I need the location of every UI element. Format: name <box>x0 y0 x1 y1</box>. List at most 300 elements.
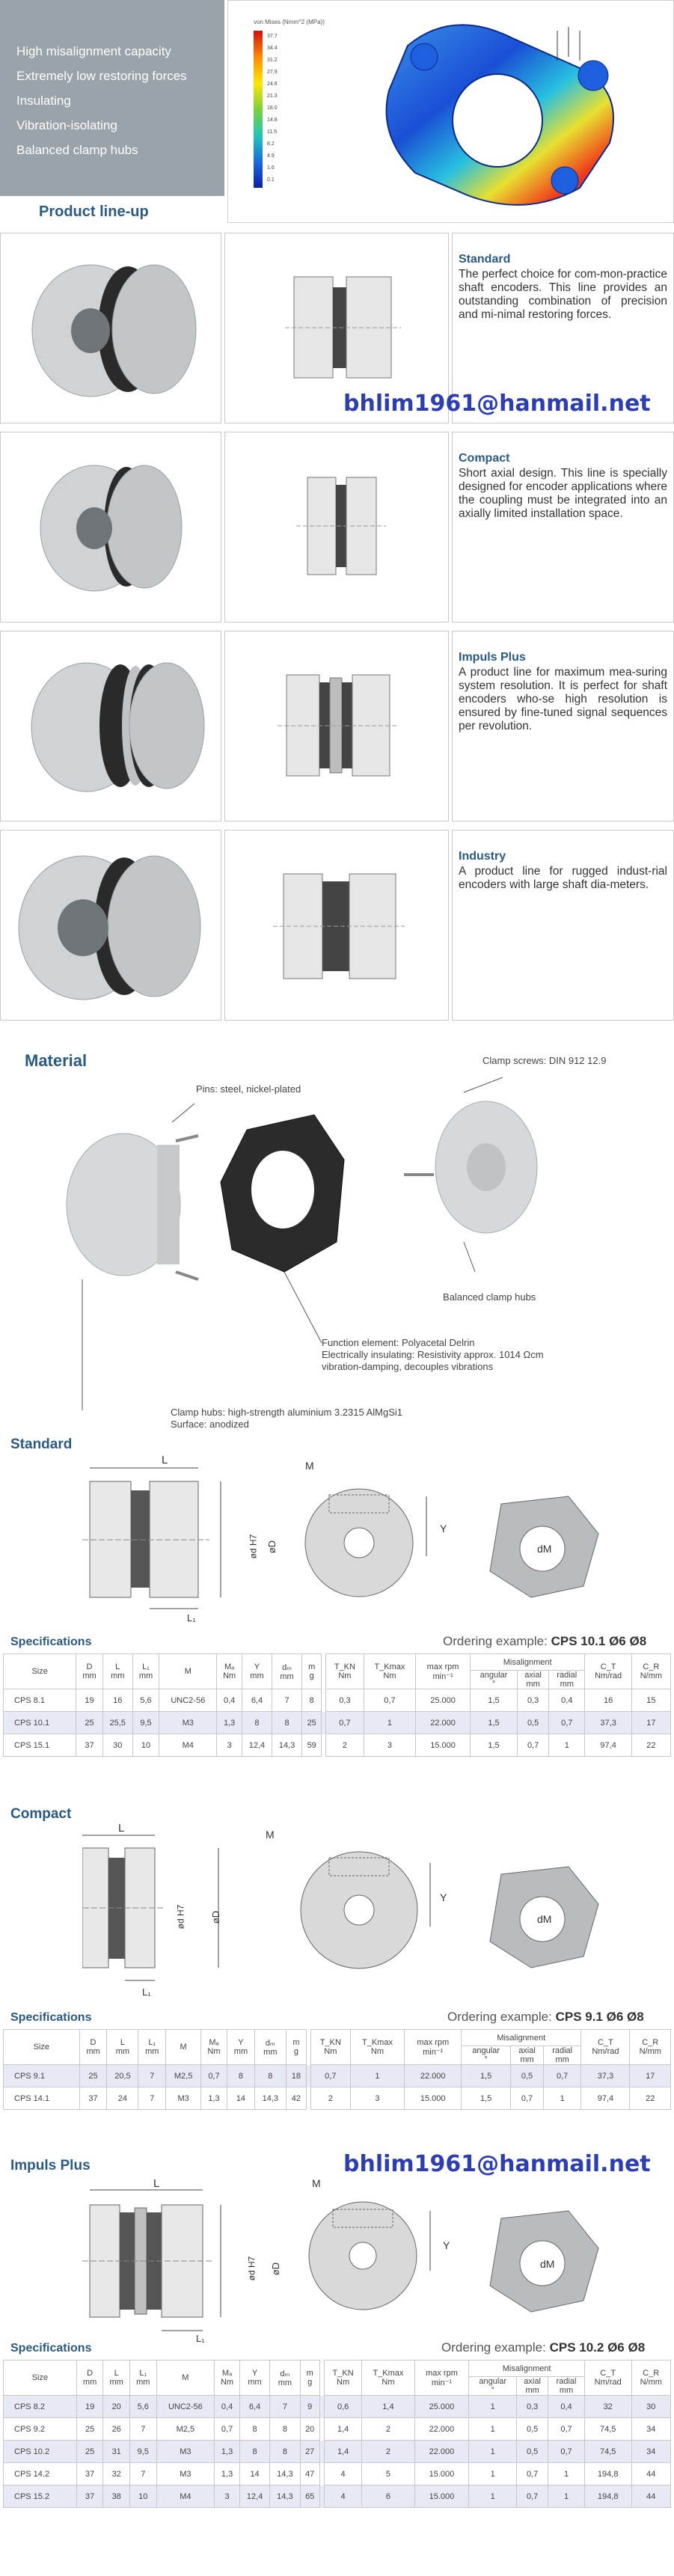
header-unit: mm <box>278 2378 292 2387</box>
table-cell: 8 <box>239 2418 269 2441</box>
table-cell: 15.000 <box>416 1734 471 1757</box>
table-cell: 9,5 <box>129 2441 156 2463</box>
spec-header-cell <box>324 2361 362 2396</box>
header-unit: mm <box>109 2378 123 2387</box>
spec-header-row <box>4 2361 671 2377</box>
header-name: radial <box>557 1671 578 1680</box>
header-unit: g <box>309 1671 314 1680</box>
product-row-impuls-plus <box>0 631 674 822</box>
order-code: CPS 10.1 Ø6 Ø8 <box>551 1634 647 1648</box>
feature-item: Insulating <box>16 94 71 108</box>
table-cell: 0,7 <box>200 2065 227 2087</box>
spec-header-cell <box>227 2030 254 2065</box>
header-name: C_T <box>598 2038 613 2047</box>
table-cell: 74,5 <box>584 2418 631 2441</box>
table-cell: CPS 10.2 <box>4 2441 77 2463</box>
header-unit: N/mm <box>640 2378 662 2387</box>
header-name: M <box>180 2043 187 2052</box>
spec-header-cell <box>549 1671 585 1689</box>
table-cell: 59 <box>302 1734 322 1757</box>
table-cell: 47 <box>300 2463 319 2485</box>
table-cell: 1 <box>469 2485 517 2508</box>
header-name: Misalignment <box>503 1657 552 1667</box>
table-cell: 2 <box>311 2087 350 2110</box>
table-cell: CPS 14.1 <box>4 2087 80 2110</box>
header-name: radial <box>556 2377 577 2386</box>
product-description: A product line for rugged indust-rial encoders with large shaft dia-meters. <box>459 865 667 891</box>
table-cell: 97,4 <box>585 1734 631 1757</box>
spec-table-standard <box>3 1653 671 1757</box>
header-unit: mm <box>233 2047 248 2056</box>
table-cell: M4 <box>159 1734 217 1757</box>
fem-tick-label: 11.5 <box>267 129 278 135</box>
header-name: angular <box>480 1671 508 1680</box>
header-name: max rpm <box>417 2037 450 2047</box>
product-photo <box>0 631 221 822</box>
product-drawing <box>224 631 449 822</box>
table-cell: 7 <box>129 2418 156 2441</box>
table-cell: 19 <box>76 1689 102 1712</box>
table-cell: 1,3 <box>200 2087 227 2110</box>
header-name: Mₐ <box>221 2369 233 2378</box>
table-cell: 5 <box>362 2463 414 2485</box>
label-damping: vibration-damping, decouples vibrations <box>322 1361 494 1372</box>
header-unit: mm <box>248 2378 262 2387</box>
table-cell: 25.000 <box>416 1689 471 1712</box>
spec-header-cell <box>270 2361 300 2396</box>
table-cell: 1,4 <box>324 2418 362 2441</box>
table-cell: 0,6 <box>324 2396 362 2418</box>
spec-title: Specifications <box>10 2011 92 2024</box>
spec-header-cell <box>462 2046 511 2065</box>
header-unit: mm <box>280 1671 294 1681</box>
header-unit: Nm <box>383 1671 396 1680</box>
table-cell: 25.000 <box>414 2396 469 2418</box>
table-cell: 17 <box>630 2065 671 2087</box>
dim-label-d-h7: ød H7 <box>248 1534 259 1559</box>
spec-header-cell <box>107 2030 138 2065</box>
table-cell: 0,4 <box>217 1689 242 1712</box>
dim-label-l1: L₁ <box>187 1612 196 1624</box>
header-unit: mm <box>82 2378 97 2387</box>
table-cell: M3 <box>156 2441 215 2463</box>
table-cell: 22.000 <box>414 2441 469 2463</box>
table-cell: 3 <box>215 2485 240 2508</box>
order-prefix: Ordering example: <box>443 1634 551 1648</box>
header-unit: mm <box>250 1671 264 1680</box>
feature-list <box>16 39 187 162</box>
spec-header-cell <box>548 2377 585 2396</box>
table-cell: 12,4 <box>242 1734 272 1757</box>
spec-header-cell <box>462 2030 581 2046</box>
table-cell: 1 <box>549 1734 585 1757</box>
header-name: radial <box>552 2046 573 2055</box>
table-cell: 0,7 <box>548 2418 585 2441</box>
dim-label-y: Y <box>440 1891 447 1903</box>
header-name: dₘ <box>280 2369 290 2378</box>
header-unit: mm <box>555 2055 569 2064</box>
spec-header-cell <box>630 2030 671 2065</box>
table-cell: CPS 8.2 <box>4 2396 77 2418</box>
fem-tick-label: 34.4 <box>267 46 278 51</box>
watermark-text: bhlim1961@hanmail.net <box>343 2151 651 2177</box>
spec-table-compact <box>3 2029 671 2110</box>
table-cell: 22.000 <box>405 2065 462 2087</box>
header-name: Y <box>254 1662 260 1671</box>
table-cell: 42 <box>286 2087 306 2110</box>
table-cell: 25 <box>76 2418 103 2441</box>
spec-header-cell <box>405 2030 462 2065</box>
dim-label-d-h7: ød H7 <box>175 1904 186 1930</box>
header-unit: Nm <box>337 2378 350 2387</box>
table-cell: 9 <box>300 2396 319 2418</box>
header-unit: mm <box>111 1671 125 1680</box>
product-photo <box>0 830 221 1021</box>
table-cell: 1,5 <box>470 1734 517 1757</box>
header-unit: mm <box>86 2047 100 2056</box>
header-unit: Nm/rad <box>595 1671 622 1680</box>
table-cell: 25 <box>76 2441 103 2463</box>
table-cell: 4 <box>324 2485 362 2508</box>
table-cell: 2 <box>362 2441 414 2463</box>
table-cell: 1,4 <box>324 2441 362 2463</box>
header-name: Y <box>251 2369 258 2378</box>
dim-label-l: L <box>153 2177 160 2190</box>
header-name: C_R <box>643 1662 660 1671</box>
label-function-element: Function element: Polyacetal Delrin <box>322 1337 475 1348</box>
table-cell: 38 <box>103 2485 130 2508</box>
coupling-drawing-icon <box>225 432 449 622</box>
spec-header-cell <box>631 2361 670 2396</box>
table-cell: 8 <box>254 2065 286 2087</box>
coupling-photo-icon <box>1 631 221 822</box>
spec-header-cell <box>129 2361 156 2396</box>
spec-header-cell <box>76 1654 102 1689</box>
header-unit: Nm <box>382 2378 395 2387</box>
table-row <box>4 2463 671 2485</box>
header-unit: min⁻¹ <box>431 2378 453 2387</box>
label-balanced-hubs: Balanced clamp hubs <box>443 1291 536 1303</box>
table-cell: 0,7 <box>517 2463 548 2485</box>
table-cell: 8 <box>270 2441 300 2463</box>
header-unit: g <box>307 2378 313 2387</box>
coupling-photo-icon <box>1 233 221 423</box>
table-row <box>4 2065 671 2087</box>
spec-title: Specifications <box>10 2342 92 2355</box>
table-row <box>4 2441 671 2463</box>
table-cell: 1,4 <box>362 2396 414 2418</box>
fem-tick-label: 21.3 <box>267 94 278 99</box>
table-cell: CPS 9.2 <box>4 2418 77 2441</box>
impuls-plus-tech-drawing <box>82 2173 666 2353</box>
table-cell: 16 <box>102 1689 132 1712</box>
spec-header-cell <box>242 1654 272 1689</box>
dim-label-l: L <box>162 1454 168 1466</box>
header-name: max rpm <box>426 1662 459 1671</box>
coupling-drawing-icon <box>225 830 449 1021</box>
table-cell: 7 <box>272 1689 302 1712</box>
header-name: axial <box>524 2377 541 2386</box>
material-title: Material <box>25 1051 88 1070</box>
spec-header-cell <box>470 1654 585 1671</box>
table-cell: 0,7 <box>215 2418 240 2441</box>
feature-item: High misalignment capacity <box>16 44 171 58</box>
table-cell: 1 <box>469 2441 517 2463</box>
table-cell: 30 <box>102 1734 132 1757</box>
spec-header-cell <box>326 1654 364 1689</box>
spec-header-cell <box>103 2361 130 2396</box>
table-cell: 22.000 <box>414 2418 469 2441</box>
header-name: Size <box>33 2043 49 2052</box>
header-name: C_T <box>600 1662 616 1671</box>
table-cell: 97,4 <box>581 2087 630 2110</box>
header-name: m <box>308 1662 316 1671</box>
header-name: T_KN <box>332 2369 354 2378</box>
table-cell: 15 <box>631 1689 670 1712</box>
spec-header-cell <box>254 2030 286 2065</box>
header-unit: mm <box>560 1680 574 1689</box>
table-cell: 20 <box>103 2396 130 2418</box>
header-unit: Nm/rad <box>592 2047 619 2056</box>
spec-header-cell <box>362 2361 414 2396</box>
table-cell: 16 <box>585 1689 631 1712</box>
fem-tick-label: 4.9 <box>267 153 275 159</box>
header-unit: ° <box>491 1680 496 1689</box>
label-surface: Surface: anodized <box>171 1419 249 1430</box>
spec-header-cell <box>200 2030 227 2065</box>
table-cell: 1,3 <box>215 2463 240 2485</box>
table-cell: CPS 15.1 <box>4 1734 76 1757</box>
table-cell: 0,7 <box>511 2087 544 2110</box>
product-text <box>452 631 674 822</box>
table-cell: M2,5 <box>156 2418 215 2441</box>
ordering-example <box>447 2010 644 2025</box>
spec-header-cell <box>76 2361 103 2396</box>
table-cell: 0,7 <box>326 1712 364 1734</box>
product-name: Industry <box>459 850 506 863</box>
fem-coupling-render <box>228 1 674 223</box>
header-unit: Nm <box>338 1671 352 1680</box>
product-row-compact <box>0 432 674 622</box>
table-cell: 8 <box>302 1689 322 1712</box>
header-unit: Nm <box>223 1671 236 1680</box>
spec-header-cell <box>631 1654 670 1689</box>
table-cell: 9,5 <box>132 1712 159 1734</box>
table-cell: 3 <box>217 1734 242 1757</box>
table-cell: 0,4 <box>549 1689 585 1712</box>
header-name: angular <box>472 2046 500 2055</box>
label-clamp-hubs: Clamp hubs: high-strength aluminium 3.2315 AlMgSi1 <box>171 1407 403 1418</box>
table-cell: 7 <box>129 2463 156 2485</box>
table-cell: 1 <box>548 2463 585 2485</box>
table-cell: 1 <box>350 2065 405 2087</box>
section-title-compact: Compact <box>10 1806 72 1822</box>
table-cell: 32 <box>584 2396 631 2418</box>
table-cell: 0,7 <box>311 2065 350 2087</box>
table-cell: 26 <box>103 2418 130 2441</box>
fem-tick-label: 8.2 <box>267 141 275 147</box>
table-cell: 14 <box>239 2463 269 2485</box>
table-cell: 31 <box>103 2441 130 2463</box>
spec-header-cell <box>132 1654 159 1689</box>
section-title-impuls-plus: Impuls Plus <box>10 2158 91 2173</box>
table-cell: 1,5 <box>470 1712 517 1734</box>
ordering-example <box>441 2340 645 2355</box>
product-text <box>452 830 674 1021</box>
spec-header-cell <box>416 1654 471 1689</box>
header-unit: N/mm <box>639 2047 661 2056</box>
product-lineup-title: Product line-up <box>39 204 149 220</box>
dim-label-l: L <box>118 1822 125 1835</box>
header-unit: Nm <box>220 2378 234 2387</box>
dim-label-m: M <box>305 1460 314 1472</box>
order-prefix: Ordering example: <box>447 2010 556 2024</box>
spec-header-cell <box>364 1654 416 1689</box>
dim-label-od: øD <box>266 1540 278 1554</box>
table-cell: 1,5 <box>462 2065 511 2087</box>
header-unit: mm <box>520 2055 534 2064</box>
table-cell: 0,3 <box>517 2396 548 2418</box>
product-name: Impuls Plus <box>459 651 526 664</box>
table-cell: 37,3 <box>581 2065 630 2087</box>
header-name: Mₐ <box>224 1662 235 1671</box>
header-name: Misalignment <box>497 2033 546 2043</box>
spec-header-cell <box>311 2030 350 2065</box>
header-unit: mm <box>263 2047 278 2057</box>
coupling-photo-icon <box>1 830 221 1021</box>
order-code: CPS 10.2 Ø6 Ø8 <box>549 2340 646 2355</box>
header-unit: mm <box>115 2047 130 2056</box>
table-cell: 1,5 <box>462 2087 511 2110</box>
table-cell: 25 <box>76 1712 102 1734</box>
table-cell: CPS 10.1 <box>4 1712 76 1734</box>
table-cell: M3 <box>159 1712 217 1734</box>
product-description: A product line for maximum mea-suring system resolution. It is perfect for shaft encoders who-se high resolution is ensured by fine-tuned signal sequences per revolution. <box>459 666 667 732</box>
spec-header-cell <box>4 1654 76 1689</box>
spec-header-cell <box>156 2361 215 2396</box>
dim-label-d-h7: ød H7 <box>246 2256 257 2281</box>
fem-tick-label: 18.0 <box>267 105 278 111</box>
table-cell: 8 <box>272 1712 302 1734</box>
table-cell: 8 <box>242 1712 272 1734</box>
table-cell: 1,5 <box>470 1689 517 1712</box>
table-cell: CPS 9.1 <box>4 2065 80 2087</box>
spec-header-cell <box>4 2361 77 2396</box>
header-name: L <box>120 2038 125 2047</box>
spec-header-cell <box>217 1654 242 1689</box>
product-row-industry <box>0 830 674 1021</box>
table-cell: 7 <box>138 2065 166 2087</box>
label-insulating: Electrically insulating: Resistivity approx. 1014 Ωcm <box>322 1349 544 1360</box>
header-name: C_R <box>642 2038 659 2047</box>
table-row <box>4 1712 671 1734</box>
dim-label-od: øD <box>210 1910 222 1924</box>
table-cell: 10 <box>132 1734 159 1757</box>
header-name: m <box>306 2369 313 2378</box>
table-cell: 1,3 <box>215 2441 240 2463</box>
standard-tech-drawing <box>82 1451 666 1639</box>
header-unit: mm <box>138 1671 153 1680</box>
table-cell: 1,3 <box>217 1712 242 1734</box>
table-row <box>4 1734 671 1757</box>
table-cell: 0,7 <box>549 1712 585 1734</box>
fem-tick-label: 31.2 <box>267 58 278 63</box>
table-cell: 15.000 <box>414 2485 469 2508</box>
header-name: Size <box>31 1667 48 1676</box>
table-row <box>4 2396 671 2418</box>
table-cell: 2 <box>362 2418 414 2441</box>
table-cell: 22 <box>631 1734 670 1757</box>
header-unit: Nm <box>207 2047 221 2056</box>
header-unit: ° <box>484 2055 488 2064</box>
features-panel <box>0 0 224 196</box>
header-name: T_KN <box>319 2038 341 2047</box>
spec-header-cell <box>517 2377 548 2396</box>
watermark-text: bhlim1961@hanmail.net <box>343 391 651 417</box>
dim-label-m: M <box>312 2177 321 2189</box>
spec-header-cell <box>215 2361 240 2396</box>
header-name: C_T <box>600 2369 616 2378</box>
product-photo <box>0 432 221 622</box>
order-code: CPS 9.1 Ø6 Ø8 <box>555 2010 644 2024</box>
feature-item: Balanced clamp hubs <box>16 143 138 157</box>
table-cell: 8 <box>270 2418 300 2441</box>
header-name: axial <box>524 1671 542 1680</box>
spec-header-cell <box>79 2030 107 2065</box>
fem-tick-label: 1.6 <box>267 165 275 171</box>
header-name: L <box>114 2369 119 2378</box>
dim-label-l1: L₁ <box>142 1986 151 1998</box>
table-cell: 0,5 <box>517 2441 548 2463</box>
table-cell: 17 <box>631 1712 670 1734</box>
spec-header-cell <box>300 2361 319 2396</box>
table-cell: M4 <box>156 2485 215 2508</box>
spec-header-cell <box>543 2046 581 2065</box>
table-cell: 34 <box>631 2441 670 2463</box>
header-name: D <box>86 1662 93 1671</box>
table-cell: 3 <box>364 1734 416 1757</box>
dim-label-od: øD <box>270 2262 282 2276</box>
table-cell: 0,3 <box>326 1689 364 1712</box>
table-cell: 7 <box>138 2087 166 2110</box>
product-description: Short axial design. This line is specially designed for encoder applications where the coupling must be integrated into an axially limited installation space. <box>459 467 667 520</box>
spec-header-cell <box>414 2361 469 2396</box>
header-name: M <box>184 1667 192 1676</box>
fem-tick-label: 37.7 <box>267 34 278 39</box>
header-name: D <box>90 2038 96 2047</box>
table-cell: 0,5 <box>511 2065 544 2087</box>
header-unit: g <box>293 2047 298 2056</box>
table-cell: 6 <box>362 2485 414 2508</box>
header-unit: min⁻¹ <box>423 2047 444 2057</box>
table-cell: 0,4 <box>548 2396 585 2418</box>
table-cell: 18 <box>286 2065 306 2087</box>
feature-item: Extremely low restoring forces <box>16 69 187 83</box>
product-name: Compact <box>459 452 510 465</box>
header-name: Mₐ <box>209 2038 219 2047</box>
table-cell: 0,5 <box>517 2418 548 2441</box>
product-name: Standard <box>459 253 511 266</box>
table-cell: 15.000 <box>414 2463 469 2485</box>
table-cell: 8 <box>239 2441 269 2463</box>
header-unit: mm <box>559 2386 574 2395</box>
header-name: axial <box>518 2046 536 2055</box>
spec-header-cell <box>286 2030 306 2065</box>
header-unit: Nm <box>324 2047 337 2056</box>
coupling-photo-icon <box>1 432 221 622</box>
spec-header-cell <box>469 2361 584 2377</box>
product-description: The perfect choice for com-mon-practice shaft encoders. This line provides an outstanding combination of precision and mi-nimal restoring forces. <box>459 268 667 321</box>
